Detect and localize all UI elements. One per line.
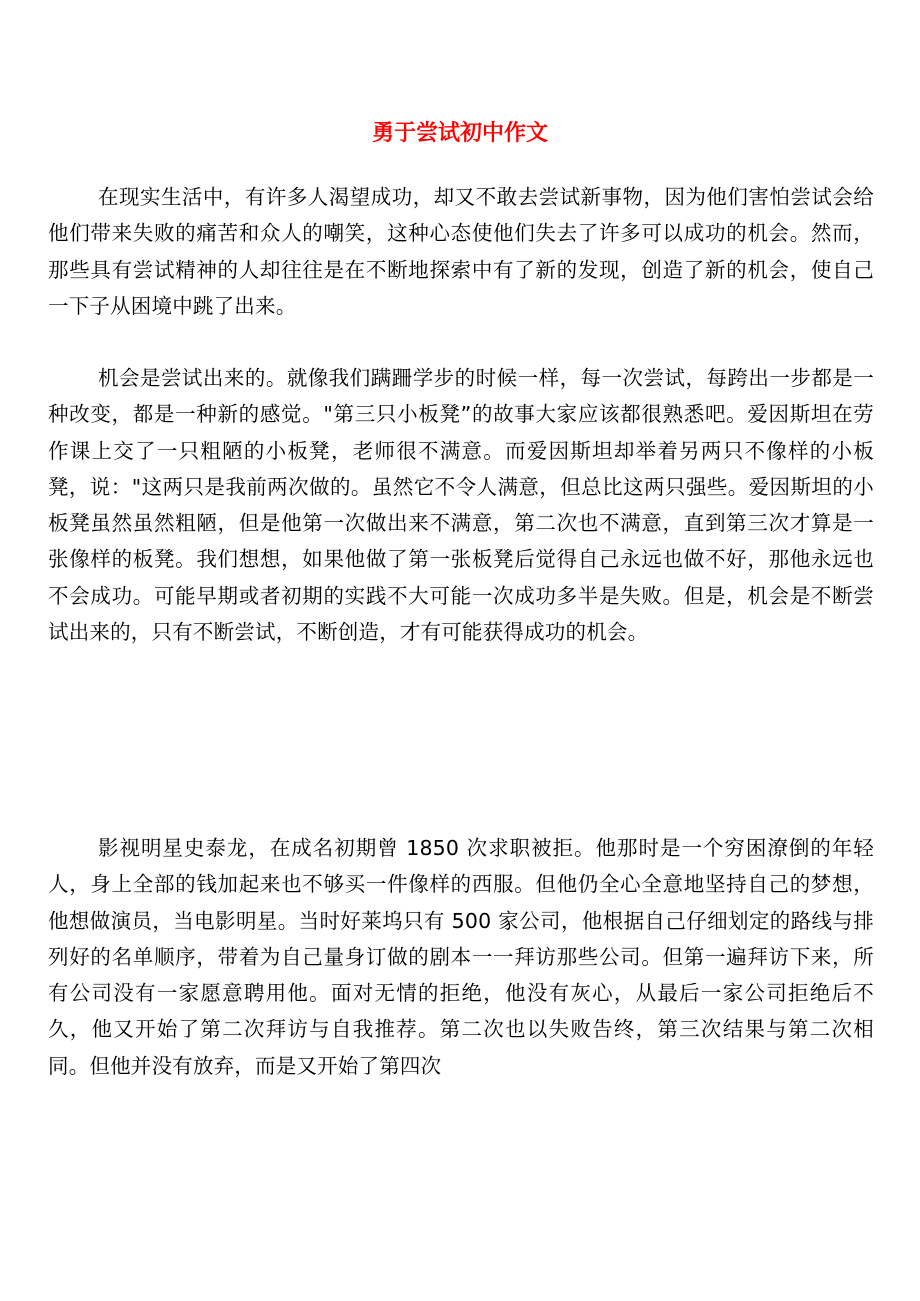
document-title: 勇于尝试初中作文 [371, 121, 548, 146]
paragraph-einstein-stool: 机会是尝试出来的。就像我们蹒跚学步的时候一样，每一次尝试，每跨出一步都是一种改变，都是一种新的感觉。"第三只小板凳”的故事大家应该都很熟悉吧。爱因斯坦在劳作课上交了一只粗陋的小板凳，老师很不满意。而爱因斯坦却举着另两只不像样的小板凳，说："这两只是我前两次做的。虽然它不令人满意，但总比这两只强些。爱因斯坦的小板凳虽然虽然粗陋，但是他第一次做出来不满意，第二次也不满意，直到第三次才算是一张像样的板凳。我们想想，如果他做了第一张板凳后觉得自己永远也做不好，那他永远也不会成功。可能早期或者初期的实践不大可能一次成功多半是失败。但是，机会是不断尝试出来的，只有不断尝试，不断创造，才有可能获得成功的机会。 [48, 366, 874, 645]
paragraph-stallone: 影视明星史泰龙，在成名初期曾 1850 次求职被拒。他那时是一个穷困潦倒的年轻人，身上全部的钱加起来也不够买一件像样的西服。但他仍全心全意地坚持自己的梦想，他想做演员，当电影明星。当时好莱坞只有 500 家公司，他根据自己仔细划定的路线与排列好的名单顺序，带着为自己量身订做的剧本一一拜访那些公司。但第一遍拜访下来，所有公司没有一家愿意聘用他。面对无情的拒绝，他没有灰心，从最后一家公司拒绝后不久，他又开始了第二次拜访与自我推荐。第二次也以失败告终，第三次结果与第二次相同。但他并没有放弃，而是又开始了第四次 [48, 836, 874, 1078]
paragraph-opening: 在现实生活中，有许多人渴望成功，却又不敢去尝试新事物，因为他们害怕尝试会给他们带来失败的痛苦和众人的嘲笑，这种心态使他们失去了许多可以成功的机会。然而，那些具有尝试精神的人却往往是在不断地探索中有了新的发现，创造了新的机会，使自己一下子从困境中跳了出来。 [48, 185, 874, 318]
